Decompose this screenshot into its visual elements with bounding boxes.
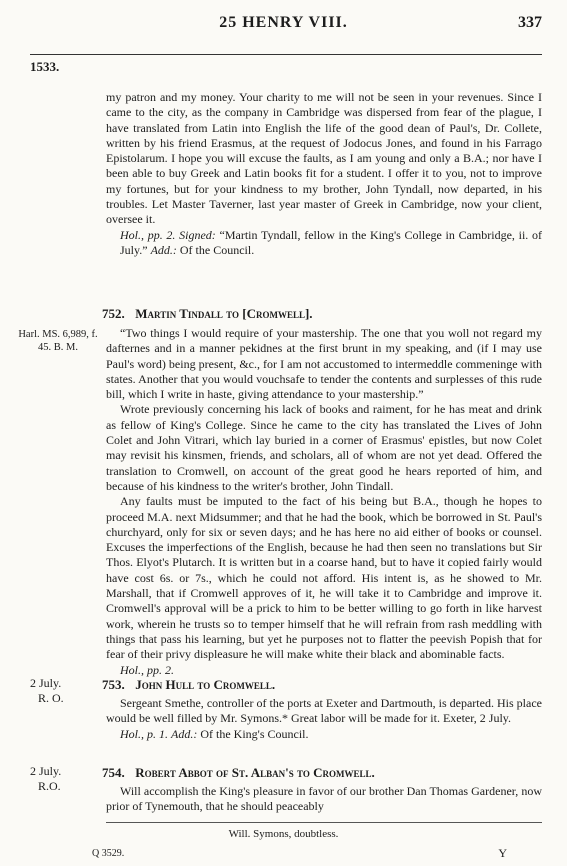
entry-753-hol-label: Hol., p. 1. bbox=[120, 726, 168, 741]
entry-752-title: Martin Tindall to [Cromwell]. bbox=[135, 306, 313, 321]
entry-753-title: John Hull to Cromwell. bbox=[135, 677, 276, 692]
entry-754-title: Robert Abbot of St. Alban's to Cromwell. bbox=[135, 765, 375, 780]
entry-754-number: 754. bbox=[102, 765, 125, 780]
signature-mark: Y bbox=[498, 846, 507, 860]
entry-753-add: Of the King's Council. bbox=[200, 726, 309, 741]
entry-753-date: 2 July. bbox=[30, 676, 62, 690]
entry-751-paragraph: my patron and my money. Your charity to me will not be seen in your revenues. Since I came to the city, as the company in Cambridge was dispersed from fear of the plague, I have translated from Latin into English the life of the good dean of Paul's, Dr. Collete, written by his friend Erasmus, at the request of Jodocus Jones, and found in his Farrago Epistolarum. I hope you will excuse the faults, as I am young and only a B.A.; nor have I been able to buy Greek and Latin books fit for a student. I offer it to you, not to improve my fortunes, but for your kindness to my brother, John Tyndall, now departed, in his troubles. Let Master Taverner, last year master of Greek in Cambridge, now your client, oversee it. bbox=[106, 90, 542, 227]
entry-754-date: 2 July. bbox=[30, 764, 62, 778]
entry-752-hol-label: Hol., pp. 2. bbox=[120, 662, 174, 677]
entry-754-heading bbox=[102, 765, 542, 781]
entry-754-margin bbox=[30, 764, 90, 794]
entry-752-paragraph-3: Any faults must be imputed to the fact of his being but B.A., though he hopes to proceed M.A. next Midsummer; and that he had the book, which be borrowed in St. Paul's churchyard, only for six or seven days; and he has here no aid either of books or counsel. Excuses the imperfections of the English, because he had then seen no translations but Sir Thos. Elyot's Plutarch. It is written but in a coarse hand, but to have it copied fairly would have cost 6s. or 7s., which he could not afford. His intent is, as he showed to Mr. Marshall, that if Cromwell approves of it, he will take it to Cambridge and improve it. Cromwell's approval will be a prick to him to be better willing to go forth in like harvest work, wherein he trusts so to temper himself that he will refrain from rash meddling with things that pass his learning, but yet he purposes not to flatter the peevish Popish that for fear of their privy displeasure he will make white their black and abominable facts. bbox=[106, 494, 542, 662]
running-head: 25 HENRY VIII. bbox=[219, 14, 348, 31]
entry-752-margin-note: Harl. MS. 6,989, f. 45. B. M. bbox=[18, 329, 98, 353]
entry-753-heading bbox=[102, 677, 542, 693]
entry-753-paragraph: Sergeant Smethe, controller of the ports at Exeter and Dartmouth, is departed. His place would be well filled by Mr. Symons.* Great labor will be made for it. Exeter, 2 July. bbox=[106, 696, 542, 726]
page-number: 337 bbox=[518, 14, 542, 31]
entry-754-location: R.O. bbox=[38, 779, 61, 793]
entry-753-add-label: Add.: bbox=[171, 726, 198, 741]
entry-751-add: Of the Council. bbox=[179, 242, 255, 257]
entry-752-hol bbox=[106, 663, 542, 678]
entry-751-add-label: Add.: bbox=[150, 242, 177, 257]
entry-751-continuation bbox=[106, 90, 542, 258]
footnote-rule bbox=[106, 822, 542, 823]
entry-752-body bbox=[106, 326, 542, 678]
printer-signature: Q 3529. bbox=[92, 848, 125, 859]
entry-753-hol bbox=[106, 727, 542, 742]
entry-752-paragraph-1: “Two things I would require of your mastership. The one that you woll not regard my dafternes and in a manner pekidnes at the first brunt in my speaking, and (if I may use Paul's word) being present, &c., for I am not accustomed to intermeddle commeninge with states. Another that you would vouchsafe to tender the contents and surplesses of this rude bill, which I write in haste, giving attendance to your mastership.” bbox=[106, 326, 542, 402]
entry-751-signed-label: Signed: bbox=[179, 227, 216, 242]
year-marker: 1533. bbox=[30, 59, 60, 74]
entry-753-location: R. O. bbox=[38, 691, 64, 705]
entry-752-number: 752. bbox=[102, 306, 125, 321]
entry-752-heading bbox=[102, 306, 542, 322]
entry-753-margin bbox=[30, 676, 90, 706]
entry-754-paragraph: Will accomplish the King's pleasure in favor of our brother Dan Thomas Gardener, now prior of Tynemouth, that he should peaceably bbox=[106, 784, 542, 814]
entry-753-number: 753. bbox=[102, 677, 125, 692]
footnote: Will. Symons, doubtless. bbox=[228, 828, 339, 840]
entry-754-body bbox=[106, 784, 542, 815]
entry-751-hol-label: Hol., pp. 2. bbox=[120, 227, 176, 242]
entry-753-body bbox=[106, 696, 542, 742]
entry-752-paragraph-2: Wrote previously concerning his lack of books and raiment, for he has meat and drink as fellow of King's College. Since he came to the city has translated the Lives of John Colet and John Vitrari, which lay buried in a corner of Erasmus' epistles, but now Colet may revisit his kinsmen, friends, and scholars, all of whom are not yet dead. Offered the translation to Cromwell, on account of the great good he hears reported of him, and because of his kindness to the writer's brother, John Tindall. bbox=[106, 402, 542, 493]
entry-751-hol bbox=[106, 228, 542, 259]
entry-751-signed: “Martin Tyndall, fellow in the King's College in Cambridge, ii. of July.” bbox=[120, 227, 543, 257]
header-rule bbox=[30, 54, 542, 55]
